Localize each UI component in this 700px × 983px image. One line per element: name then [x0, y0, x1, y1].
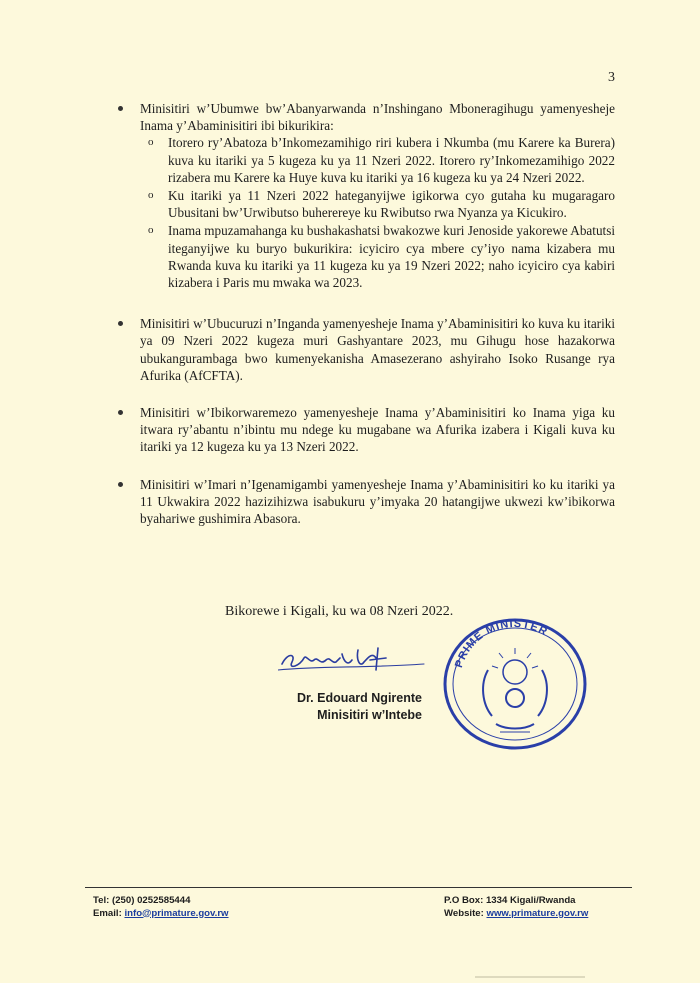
sub-item: [148, 222, 615, 291]
tel-label: Tel:: [93, 895, 110, 906]
announcement-item: [118, 315, 615, 384]
email-label: Email:: [93, 907, 122, 919]
footer-tel-line: [93, 895, 229, 908]
prime-minister-seal: [440, 612, 590, 752]
website-link[interactable]: www.primature.gov.rw: [486, 907, 589, 919]
footer-website-line: [444, 908, 588, 921]
page-number: 3: [608, 70, 615, 85]
circle-bullet-icon: o: [148, 189, 154, 202]
signer-name: Dr. Edouard Ngirente: [296, 691, 422, 705]
footer-address: [444, 895, 588, 920]
sub-item: [148, 187, 615, 221]
scan-artifact: [475, 976, 585, 978]
announcements-list: [118, 100, 615, 545]
announcement-text: Minisitiri w’Ubucuruzi n’Inganda yamenyesheje Inama y’Abaminisitiri ko kuva ku itariki ya 09 Nzeri 2022 kugeza muri Gashyantare 2023, mu Gihugu hose hazakorwa ubukangurambaga bwo kumenyekanisha Amasezerano ashyiraho Isoko Rusange rya Afurika (AfCFTA).: [140, 316, 615, 383]
announcement-item: [118, 476, 615, 528]
pobox: P.O Box: 1334 Kigali/Rwanda: [444, 895, 576, 906]
seal-label: PRIME MINISTER: [453, 617, 550, 670]
tel-value: (250) 0252585444: [112, 895, 191, 906]
svg-text:PRIME MINISTER: [453, 618, 550, 669]
circle-bullet-icon: o: [148, 136, 154, 149]
sub-item-text: Inama mpuzamahanga ku bushakashatsi bwakozwe kuri Jenoside yakorewe Abatutsi iteganyijwe ku buryo bukurikira: icyiciro cya mbere cy’iyo nama kizabera mu Rwanda kuva ku itariki ya 11 kugeza ku ya 19 Nzeri 2022; naho icyiciro cya kabiri kizabera i Paris mu mwaka wa 2023.: [168, 223, 615, 291]
announcement-text: Minisitiri w’Imari n’Igenamigambi yamenyesheje Inama y’Abaminisitiri ko ku itariki ya 11 Ukwakira 2022 hazizihizwa isabukuru y’imyaka 20 hatangijwe ukwezi kw’ibikorwa byahariwe gushimira Abasora.: [140, 476, 615, 527]
announcement-item: [118, 100, 615, 291]
closing-place-date: Bikorewe i Kigali, ku wa 08 Nzeri 2022.: [225, 604, 454, 619]
signer-title: Minisitiri w’Intebe: [317, 708, 422, 722]
footer-divider: [85, 887, 632, 888]
sub-item-text: Itorero ry’Abatoza b’Inkomezamihigo riri kubera i Nkumba (mu Karere ka Burera) kuva ku itariki ya 5 kugeza ku ya 11 Nzeri 2022. Itorero ry’Inkomezamihigo 2022 rizabera mu Karere ka Huye kuva ku itariki ya 16 kugeza ku ya 24 Nzeri 2022.: [168, 135, 615, 185]
footer-email-line: [93, 908, 229, 921]
website-label: Website:: [444, 907, 484, 919]
footer-contact: [93, 895, 229, 920]
announcement-sublist: [140, 134, 615, 291]
signer-block: [262, 690, 422, 724]
sub-item: [148, 134, 615, 186]
announcement-text: Minisitiri w’Ibikorwaremezo yamenyesheje Inama y’Abaminisitiri ko Inama yiga ku itwara ry’abantu n’ibintu mu ndege ku mugabane wa Afurika izabera i Kigali kuva ku itariki ya 12 kugeza ku ya 13 Nzeri 2022.: [140, 405, 615, 455]
circle-bullet-icon: o: [148, 224, 154, 237]
sub-item-text: Ku itariki ya 11 Nzeri 2022 hateganyijwe igikorwa cyo gutaha ku mugaragaro Ubusitani bw’Urwibutso buherereye ku Rwibutso rwa Nyanza ya Kicukiro.: [168, 188, 615, 221]
signature-image: [278, 640, 428, 680]
email-link[interactable]: info@primature.gov.rw: [124, 907, 229, 919]
announcement-text: Minisitiri w’Ubumwe bw’Abanyarwanda n’Inshingano Mboneragihugu yamenyesheje Inama y’Abaminisitiri ibi bikurikira:: [140, 101, 615, 134]
announcement-item: [118, 404, 615, 456]
